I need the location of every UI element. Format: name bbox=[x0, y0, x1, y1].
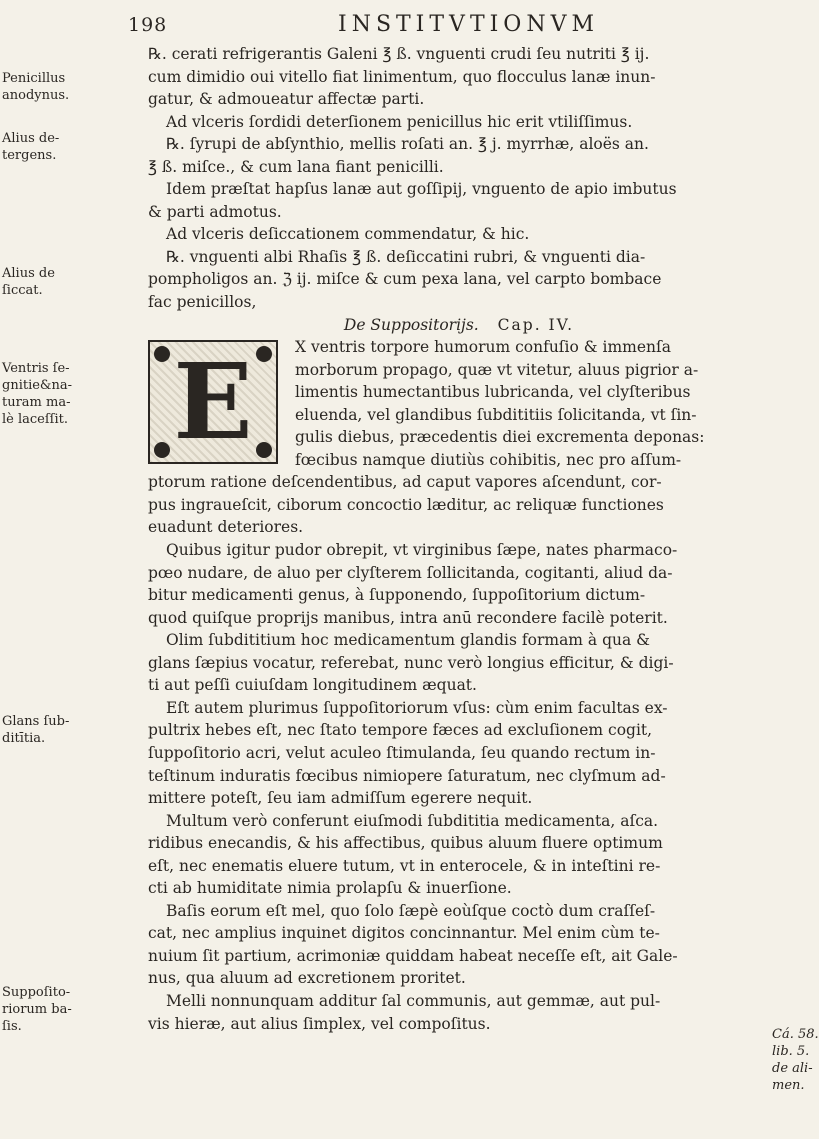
text-line: Multum verò conferunt eiuſmodi ſubdititia medicamenta, aſca. bbox=[166, 811, 659, 830]
paragraph-before-chapter bbox=[148, 43, 770, 314]
text-line: & parti admotus. bbox=[148, 202, 282, 221]
text-line: fac penicillos, bbox=[148, 293, 257, 312]
margin-note-line: riorum ba- bbox=[2, 1002, 72, 1017]
chapter-opening bbox=[148, 336, 770, 471]
margin-note-line: ſiccat. bbox=[2, 283, 43, 298]
text-line: glans ſæpius vocatur, referebat, nunc verò longius efficitur, & digi- bbox=[148, 653, 674, 672]
text-line: limentis humectantibus lubricanda, vel clyſteribus bbox=[295, 383, 691, 402]
text-line: nuium ſit partium, acrimoniæ quiddam habeat neceſſe eſt, ait Gale- bbox=[148, 946, 678, 965]
chapter-heading bbox=[148, 314, 770, 337]
text-line: gulis diebus, præcedentis diei excrementa deponas: bbox=[295, 428, 705, 447]
page-header bbox=[0, 10, 800, 40]
text-line: ti aut peſſi cuiuſdam longitudinem æquat. bbox=[148, 676, 477, 695]
text-line: Olim ſubdititium hoc medicamentum glandis formam à qua & bbox=[166, 631, 650, 650]
text-line: ridibus enecandis, & his affectibus, quibus aluum fluere optimum bbox=[148, 834, 663, 853]
margin-note-line: Penicillus bbox=[2, 71, 66, 86]
margin-note-line: tergens. bbox=[2, 148, 57, 163]
text-line: X ventris torpore humorum confuſio & immenſa bbox=[295, 338, 671, 357]
text-line: ſuppoſitorio acri, velut aculeo ſtimulanda, ſeu quando rectum in- bbox=[148, 743, 656, 762]
text-line: fœcibus namque diutiùs cohibitis, nec pro aſſum- bbox=[295, 450, 682, 469]
body-text bbox=[148, 43, 770, 1035]
margin-note-line: lè laceſſit. bbox=[2, 412, 69, 427]
text-line: nus, qua aluum ad excretionem proritet. bbox=[148, 969, 466, 988]
initial-letter: E bbox=[173, 339, 253, 463]
margin-note-line: turam ma- bbox=[2, 395, 71, 410]
margin-note-line: Alius de bbox=[2, 266, 55, 281]
margin-note-line: gnitie&na- bbox=[2, 378, 73, 393]
margin-note-line: anodynus. bbox=[2, 88, 70, 103]
margin-citation bbox=[772, 1026, 819, 1094]
text-line: Quibus igitur pudor obrepit, vt virginibus ſæpe, nates pharmaco- bbox=[166, 541, 678, 560]
text-line: pus ingraueſcit, ciborum concoctio læditur, ac reliquæ functiones bbox=[148, 495, 664, 514]
chapter-title: De Suppositorijs. bbox=[343, 315, 479, 334]
text-line: cum dimidio oui vitello fiat linimentum, quo flocculus lanæ inun- bbox=[148, 67, 656, 86]
text-line: pompholigos an. ℨ ij. miſce & cum pexa lana, vel carpto bombace bbox=[148, 270, 662, 289]
text-line: ℞. cerati refrigerantis Galeni ℥ ß. vnguenti crudi ſeu nutriti ℥ ij. bbox=[148, 45, 650, 63]
text-line: Ad vlceris ſordidi deterſionem penicillus hic erit vtiliſſimus. bbox=[166, 112, 633, 131]
margin-note-line: ditītia. bbox=[2, 731, 46, 746]
margin-note-line: Glans ſub- bbox=[2, 714, 70, 729]
margin-note bbox=[2, 265, 82, 299]
page-number: 198 bbox=[128, 14, 168, 36]
text-line: ptorum ratione deſcendentibus, ad caput vapores aſcendunt, cor- bbox=[148, 473, 662, 492]
running-title: INSTITVTIONVM bbox=[338, 12, 600, 37]
margin-note bbox=[2, 70, 82, 104]
text-line: eluenda, vel glandibus ſubdititiis ſolicitanda, vt ſin- bbox=[295, 405, 697, 424]
margin-note-line: Cá. 58. bbox=[772, 1027, 819, 1042]
text-line: teſtinum induratis fœcibus nimiopere ſaturatum, nec clyſmum ad- bbox=[148, 766, 666, 785]
margin-note-line: Ventris ſe- bbox=[2, 361, 70, 376]
text-line: ℥ ß. miſce., & cum lana fiant penicilli. bbox=[148, 157, 444, 176]
text-line: vis hieræ, aut alius ſimplex, vel compoſitus. bbox=[148, 1014, 491, 1033]
text-line: gatur, & admoueatur affectæ parti. bbox=[148, 90, 425, 109]
margin-note bbox=[2, 360, 82, 428]
margin-note bbox=[2, 713, 82, 747]
text-line: Baſis eorum eſt mel, quo ſolo ſæpè eoùſque coctò dum craſſeſ- bbox=[166, 901, 656, 920]
text-line: euadunt deteriores. bbox=[148, 518, 304, 537]
text-line: Ad vlceris deſiccationem commendatur, & hic. bbox=[166, 225, 530, 244]
text-line: bitur medicamenti genus, à ſupponendo, ſuppoſitorium dictum- bbox=[148, 586, 646, 605]
text-line: Idem præſtat hapſus lanæ aut goſſipij, vnguento de apio imbutus bbox=[166, 180, 677, 199]
margin-note bbox=[2, 984, 82, 1035]
text-line: Eſt autem plurimus ſuppoſitoriorum vſus: cùm enim facultas ex- bbox=[166, 698, 668, 717]
margin-note-line: Alius de- bbox=[2, 131, 60, 146]
text-line: mittere poteſt, ſeu iam admiſſum egerere nequit. bbox=[148, 789, 533, 808]
decorated-initial bbox=[148, 340, 278, 464]
text-line: Melli nonnunquam additur ſal communis, aut gemmæ, aut pul- bbox=[166, 991, 661, 1010]
text-line: quod quiſque proprijs manibus, intra anū recondere facilè poterit. bbox=[148, 608, 668, 627]
text-line: cat, nec amplius inquinet digitos concinnantur. Mel enim cùm te- bbox=[148, 924, 660, 943]
text-line: eſt, nec enematis eluere tutum, vt in enterocele, & in inteſtini re- bbox=[148, 856, 661, 875]
chapter-body bbox=[148, 471, 770, 1035]
text-line: pœo nudare, de aluo per clyſterem ſollicitanda, cogitanti, aliud da- bbox=[148, 563, 673, 582]
margin-note-line: de ali- bbox=[772, 1061, 813, 1076]
text-line: pultrix hebes eſt, nec ſtato tempore fæces ad excluſionem cogit, bbox=[148, 721, 653, 740]
margin-note-line: lib. 5. bbox=[772, 1044, 810, 1059]
chapter-number: Cap. IV. bbox=[497, 315, 575, 334]
margin-note-line: men. bbox=[772, 1078, 805, 1093]
text-line: ℞. ſyrupi de abſynthio, mellis roſati an. ℥ j. myrrhæ, aloës an. bbox=[166, 135, 649, 154]
margin-note-line: Suppoſito- bbox=[2, 985, 71, 1000]
margin-note-line: ſis. bbox=[2, 1019, 22, 1034]
margin-note bbox=[2, 130, 82, 164]
text-line: morborum propago, quæ vt vitetur, aluus pigrior a- bbox=[295, 360, 699, 379]
text-line: ℞. vnguenti albi Rhaſis ℥ ß. deſiccatini rubri, & vnguenti dia- bbox=[166, 247, 646, 266]
text-line: cti ab humiditate nimia prolapſu & inuerſione. bbox=[148, 879, 512, 898]
